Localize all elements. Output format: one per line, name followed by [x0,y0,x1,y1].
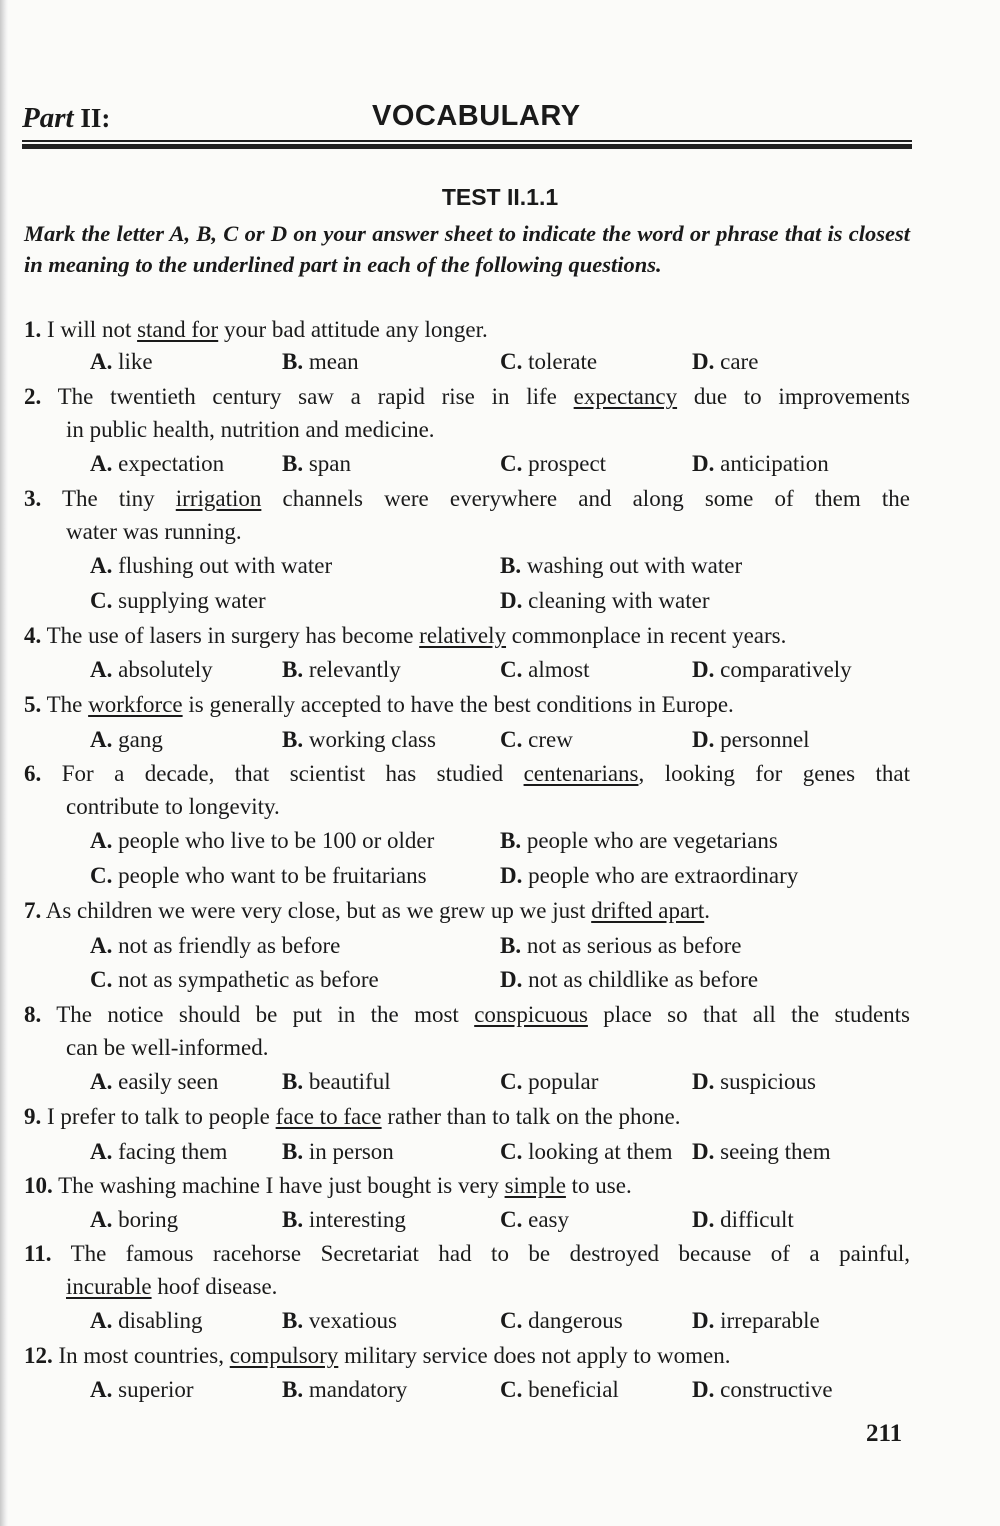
option-letter: C. [500,657,523,682]
option-letter: D. [692,1069,715,1094]
option-letter: B. [282,657,304,682]
option-text: people who want to be fruitarians [118,863,427,888]
stem-text: hoof disease. [151,1274,278,1299]
stem-text: rather than to talk on the phone. [381,1104,681,1129]
stem-text: place so that all the students [587,1002,910,1027]
answer-option[interactable] [282,724,436,756]
stem-text: The [46,692,89,717]
answer-option[interactable] [90,825,434,857]
stem-text: As children we were very close, but as we grew up we just [45,898,592,923]
answer-option[interactable] [90,724,163,756]
stem-text: In most countries, [58,1343,230,1368]
option-letter: C. [500,1069,523,1094]
option-text: seeing them [720,1139,831,1164]
option-letter: C. [90,967,113,992]
option-text: interesting [308,1207,406,1232]
option-letter: A. [90,451,113,476]
underlined-target: stand for [137,317,219,342]
stem-text: your bad attitude any longer. [218,317,488,342]
answer-option[interactable] [282,1066,391,1098]
answer-option[interactable] [500,346,597,378]
underlined-target: expectancy [573,384,678,409]
option-text: easy [528,1207,569,1232]
question-number: 6. [24,761,42,786]
stem-text: The notice should be put in the most [56,1002,475,1027]
answer-option[interactable] [500,724,573,756]
underlined-target: relatively [419,623,507,648]
option-text: prospect [528,451,607,476]
option-text: absolutely [118,657,213,682]
option-text: almost [528,657,590,682]
question-stem-continued [66,1271,910,1303]
underlined-target: incurable [66,1274,152,1299]
answer-option[interactable] [90,930,340,962]
question-number: 2. [24,384,42,409]
answer-option[interactable] [282,346,359,378]
stem-text: to use. [565,1173,632,1198]
option-text: people who are vegetarians [526,828,778,853]
test-instruction: Mark the letter A, B, C or D on your answer sheet to indicate the word or phrase that is closest in meaning to the underlined part in each of the following questions. [24,221,910,277]
answer-option[interactable] [90,1066,218,1098]
part-header [22,96,912,142]
stem-text: in public health, nutrition and medicine. [66,417,435,442]
underlined-target: compulsory [229,1343,339,1368]
option-letter: D. [692,451,715,476]
answer-option[interactable] [282,1136,394,1168]
stem-text: The twentieth century saw a rapid rise in life [57,384,574,409]
answer-option[interactable] [692,654,852,686]
option-letter: B. [282,349,304,374]
option-letter: A. [90,349,113,374]
question-stem [24,1170,910,1202]
option-text: tolerate [528,349,598,374]
answer-option[interactable] [282,448,351,480]
option-letter: A. [90,1139,113,1164]
answer-option[interactable] [500,1066,598,1098]
option-letter: B. [282,1207,304,1232]
test-title: TEST II.1.1 [441,184,559,210]
stem-text: . [704,898,710,923]
answer-option[interactable] [500,964,758,996]
question-stem [24,381,910,413]
stem-text: The use of lasers in surgery has become [46,623,420,648]
option-text: dangerous [528,1308,623,1333]
option-text: in person [308,1139,394,1164]
answer-option[interactable] [500,654,589,686]
question-stem [24,758,910,790]
option-letter: D. [692,1377,715,1402]
stem-text: I prefer to talk to people [47,1104,276,1129]
question-stem-continued [66,516,910,548]
stem-text: For a decade, that scientist has studied [61,761,524,786]
stem-text: , looking for genes that [638,761,910,786]
underlined-target: simple [504,1173,566,1198]
stem-text: can be well-informed. [66,1035,269,1060]
question-stem [24,999,910,1031]
stem-text: The famous racehorse Secretariat had to be destroyed because of a painful, [70,1241,910,1266]
option-letter: A. [90,933,113,958]
question-stem-continued [66,1032,910,1064]
option-letter: C. [500,727,523,752]
option-text: beautiful [308,1069,391,1094]
question-stem [24,314,910,346]
question-number: 11. [24,1241,52,1266]
header-rule-thick [22,144,912,149]
option-letter: D. [500,967,523,992]
option-text: care [720,349,759,374]
underlined-target: centenarians [523,761,639,786]
option-text: like [118,349,153,374]
question-number: 10. [24,1173,53,1198]
option-text: washing out with water [526,553,743,578]
option-letter: B. [500,933,522,958]
question-stem [24,620,910,652]
question-stem-continued [66,791,910,823]
option-text: easily seen [118,1069,219,1094]
answer-option[interactable] [90,550,332,582]
answer-option[interactable] [692,1374,833,1406]
answer-option[interactable] [500,930,741,962]
stem-text: contribute to longevity. [66,794,280,819]
option-text: crew [528,727,573,752]
option-text: mean [308,349,359,374]
section-title: VOCABULARY [372,100,581,132]
option-text: people who are extraordinary [528,863,799,888]
answer-option[interactable] [90,1374,194,1406]
option-text: irreparable [720,1308,820,1333]
question-stem [24,1340,910,1372]
question-stem [24,1238,910,1270]
option-text: not as childlike as before [528,967,759,992]
option-text: people who live to be 100 or older [118,828,435,853]
question-stem [24,689,910,721]
option-text: not as serious as before [526,933,742,958]
answer-option[interactable] [692,346,758,378]
answer-option[interactable] [500,860,798,892]
answer-option[interactable] [90,585,266,617]
stem-text: The washing machine I have just bought is very [58,1173,505,1198]
question-number: 12. [24,1343,53,1368]
option-text: relevantly [308,657,401,682]
option-text: not as friendly as before [118,933,341,958]
option-letter: C. [500,1308,523,1333]
answer-option[interactable] [282,654,401,686]
answer-option[interactable] [282,1374,407,1406]
option-text: boring [118,1207,179,1232]
answer-option[interactable] [90,964,379,996]
option-letter: C. [500,1139,523,1164]
answer-option[interactable] [500,1204,569,1236]
option-letter: D. [692,349,715,374]
option-letter: A. [90,1308,113,1333]
option-letter: A. [90,657,113,682]
question-number: 7. [24,898,42,923]
option-text: supplying water [118,588,266,613]
option-letter: A. [90,727,113,752]
answer-option[interactable] [500,825,778,857]
option-letter: A. [90,828,113,853]
answer-option[interactable] [282,1305,397,1337]
answer-option[interactable] [500,448,606,480]
option-letter: A. [90,553,113,578]
part-number: II: [80,103,111,133]
answer-option[interactable] [692,1136,831,1168]
option-letter: D. [692,727,715,752]
underlined-target: face to face [275,1104,382,1129]
question-stem [24,1101,910,1133]
option-letter: D. [692,1139,715,1164]
option-text: disabling [118,1308,203,1333]
question-stem [24,895,910,927]
answer-option[interactable] [692,1066,816,1098]
option-letter: D. [500,863,523,888]
option-text: constructive [720,1377,833,1402]
question-number: 5. [24,692,42,717]
answer-option[interactable] [90,346,153,378]
underlined-target: drifted apart [591,898,705,923]
answer-option[interactable] [282,1204,406,1236]
answer-option[interactable] [692,448,829,480]
part-script: Part [22,102,74,134]
answer-option[interactable] [90,448,224,480]
option-text: beneficial [528,1377,619,1402]
header-rule-thin [22,140,912,142]
option-letter: B. [500,828,522,853]
option-letter: B. [282,1139,304,1164]
option-text: working class [308,727,436,752]
option-text: flushing out with water [118,553,333,578]
underlined-target: irrigation [175,486,262,511]
stem-text: military service does not apply to women. [338,1343,731,1368]
stem-text: due to improvements [677,384,911,409]
option-letter: D. [692,657,715,682]
option-text: anticipation [720,451,829,476]
option-text: suspicious [720,1069,816,1094]
stem-text: I will not [47,317,138,342]
underlined-target: workforce [88,692,183,717]
answer-option[interactable] [500,585,710,617]
option-letter: C. [500,349,523,374]
option-text: vexatious [308,1308,397,1333]
question-number: 8. [24,1002,42,1027]
question-number: 1. [24,317,42,342]
part-label [22,102,110,135]
option-letter: C. [500,1377,523,1402]
option-letter: A. [90,1207,113,1232]
answer-option[interactable] [692,1204,794,1236]
question-number: 4. [24,623,42,648]
option-letter: D. [692,1207,715,1232]
stem-text: commonplace in recent years. [506,623,787,648]
option-text: facing them [118,1139,228,1164]
option-letter: C. [500,451,523,476]
stem-text: water was running. [66,519,242,544]
option-text: difficult [720,1207,794,1232]
underlined-target: conspicuous [474,1002,588,1027]
option-letter: B. [282,1377,304,1402]
book-spine-shadow [0,0,8,1526]
option-letter: B. [282,451,304,476]
option-letter: C. [500,1207,523,1232]
question-number: 3. [24,486,42,511]
page-number: 211 [866,1420,903,1447]
question-stem [24,483,910,515]
answer-option[interactable] [500,1305,623,1337]
answer-option[interactable] [500,1136,673,1168]
option-text: cleaning with water [528,588,710,613]
answer-option[interactable] [90,654,213,686]
option-text: personnel [720,727,810,752]
option-letter: B. [282,1308,304,1333]
option-letter: B. [500,553,522,578]
option-letter: B. [282,1069,304,1094]
option-text: looking at them [528,1139,673,1164]
option-text: gang [118,727,163,752]
option-text: popular [528,1069,599,1094]
answer-option[interactable] [90,1136,227,1168]
answer-option[interactable] [500,550,742,582]
option-text: span [308,451,352,476]
option-letter: D. [500,588,523,613]
answer-option[interactable] [90,1305,202,1337]
option-text: expectation [118,451,225,476]
stem-text: The tiny [61,486,176,511]
question-number: 9. [24,1104,42,1129]
option-text: comparatively [720,657,852,682]
option-letter: A. [90,1069,113,1094]
answer-option[interactable] [692,724,810,756]
answer-option[interactable] [90,1204,178,1236]
answer-option[interactable] [500,1374,619,1406]
option-text: not as sympathetic as before [118,967,379,992]
option-letter: D. [692,1308,715,1333]
option-letter: C. [90,588,113,613]
stem-text: channels were everywhere and along some of them the [261,486,910,511]
answer-option[interactable] [692,1305,820,1337]
question-stem-continued [66,414,910,446]
option-letter: B. [282,727,304,752]
option-text: superior [118,1377,194,1402]
option-letter: C. [90,863,113,888]
option-letter: A. [90,1377,113,1402]
answer-option[interactable] [90,860,427,892]
stem-text: is generally accepted to have the best conditions in Europe. [182,692,734,717]
option-text: mandatory [308,1377,408,1402]
